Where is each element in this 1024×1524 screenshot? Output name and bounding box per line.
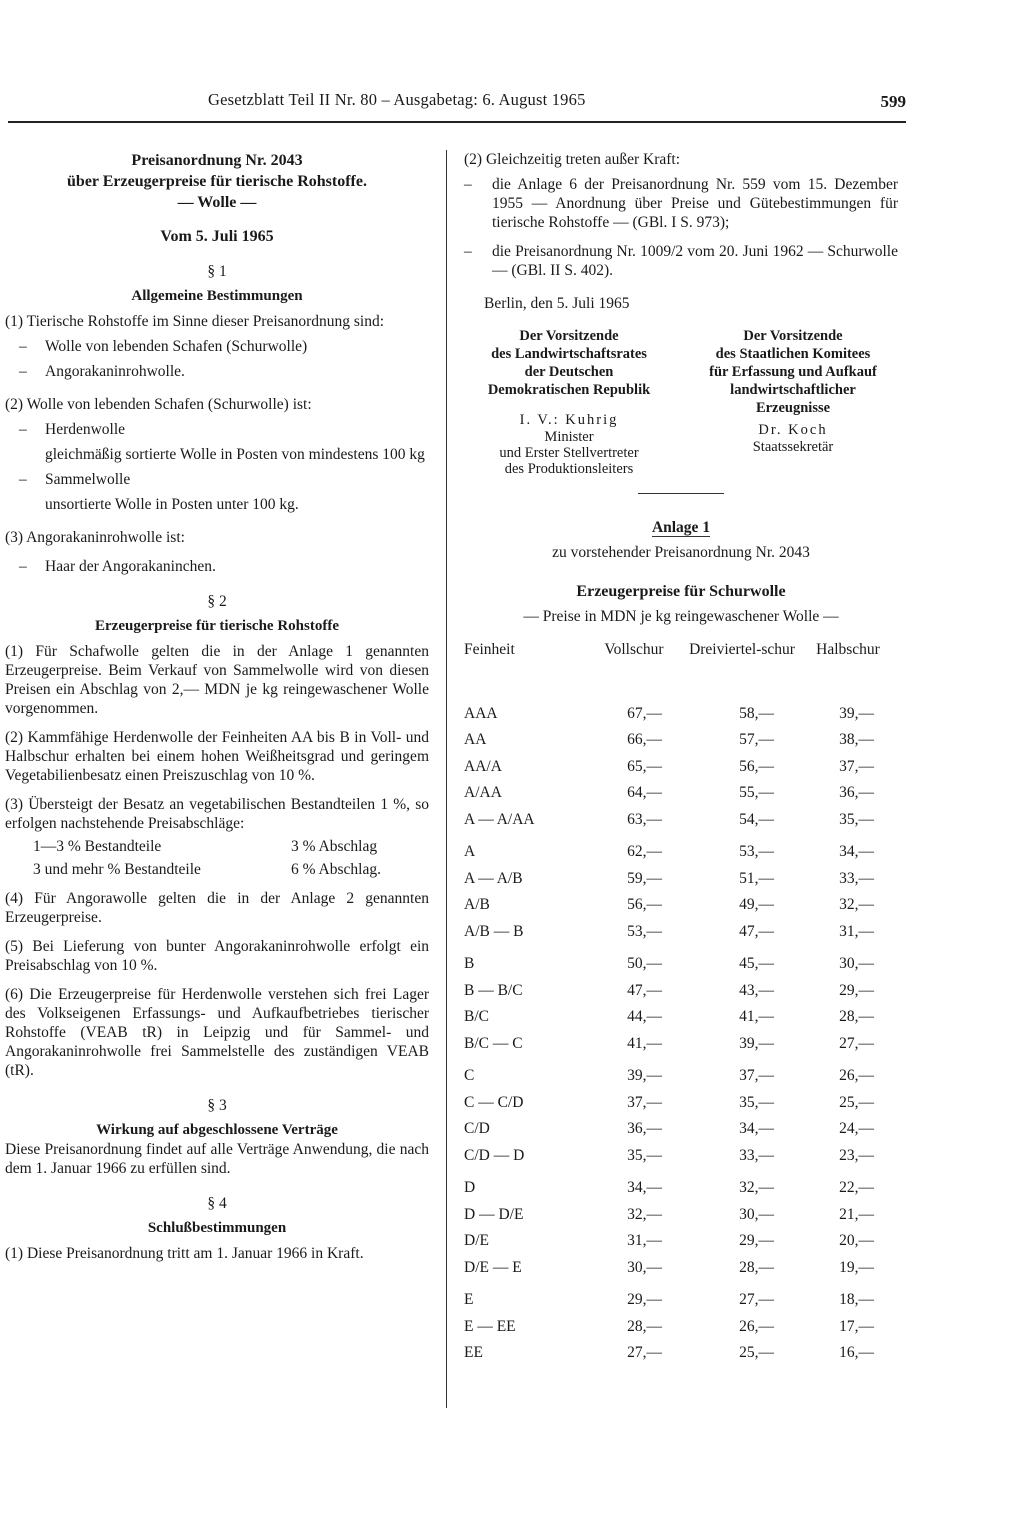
list-item: – Herdenwolle xyxy=(5,420,429,439)
price-cell: 32,— xyxy=(627,1205,662,1223)
section-1-p1: (1) Tierische Rohstoffe im Sinne dieser Preisanordnung sind: xyxy=(5,313,385,330)
price-cell: 28,— xyxy=(839,1008,874,1026)
signatory-office: der Deutschen xyxy=(524,364,614,380)
herdenwolle-description: gleichmäßig sortierte Wolle in Posten von mindestens 100 kg xyxy=(45,446,425,463)
signatory-office: Der Vorsitzende xyxy=(519,328,619,344)
column-header: Feinheit xyxy=(464,641,515,658)
table-row xyxy=(464,1281,898,1314)
section-4-p1: (1) Diese Preisanordnung tritt am 1. Januar 1966 in Kraft. xyxy=(5,1245,364,1262)
list-item-text: Sammelwolle xyxy=(45,471,131,488)
price-cell: 45,— xyxy=(739,955,774,973)
price-cell: 32,— xyxy=(739,1179,774,1197)
table-row xyxy=(464,1004,898,1031)
surcharge-range: 3 und mehr % Bestandteile xyxy=(33,861,201,878)
table-row xyxy=(464,806,898,833)
signatory-name: I. V.: Kuhrig xyxy=(519,412,619,428)
price-cell: 47,— xyxy=(739,922,774,940)
fineness-cell: E — EE xyxy=(464,1317,516,1335)
price-cell: 49,— xyxy=(739,896,774,914)
price-cell: 34,— xyxy=(739,1120,774,1138)
price-table-body xyxy=(464,700,898,1366)
signatory-role: und Erster Stellvertreter xyxy=(499,445,639,461)
signatory-role: Minister xyxy=(544,429,594,445)
place-date: Berlin, den 5. Juli 1965 xyxy=(484,295,630,312)
surcharge-row xyxy=(5,860,429,879)
table-row xyxy=(464,1340,898,1367)
table-row xyxy=(464,1313,898,1340)
price-cell: 41,— xyxy=(627,1034,662,1052)
price-cell: 64,— xyxy=(627,784,662,802)
price-table xyxy=(464,640,898,1366)
price-cell: 55,— xyxy=(739,784,774,802)
signatory-office: für Erfassung und Aufkauf xyxy=(709,364,877,380)
fineness-cell: A xyxy=(464,843,476,861)
table-row xyxy=(464,1030,898,1057)
fineness-cell: A — A/B xyxy=(464,869,523,887)
section-2-p6: (6) Die Erzeugerpreise für Herdenwolle verstehen sich frei Lager des Volkseigenen Erfassungs- und Aufkaufbetriebes tierischer Rohstoffe (VEAB tR) in Leipzig und für Sammel- und Angorakaninrohwolle frei Sammelstelle des zuständigen VEAB (tR). xyxy=(5,986,429,1079)
signatory-office: des Landwirtschaftsrates xyxy=(491,346,647,362)
price-cell: 39,— xyxy=(739,1034,774,1052)
section-1-heading: Allgemeine Bestimmungen xyxy=(131,288,303,304)
price-cell: 65,— xyxy=(627,757,662,775)
table-row xyxy=(464,780,898,807)
price-cell: 37,— xyxy=(627,1093,662,1111)
section-2-number: § 2 xyxy=(207,593,227,610)
list-item: – Haar der Angorakaninchen. xyxy=(5,557,429,576)
section-3-number: § 3 xyxy=(207,1097,227,1114)
table-row xyxy=(464,977,898,1004)
price-cell: 29,— xyxy=(739,1232,774,1250)
section-2-p3: (3) Übersteigt der Besatz an vegetabilischen Bestandteilen 1 %, so erfolgen nachstehende Preisabschläge: xyxy=(5,796,429,832)
price-cell: 47,— xyxy=(627,981,662,999)
section-1-p3: (3) Angorakaninrohwolle ist: xyxy=(5,529,185,546)
price-cell: 33,— xyxy=(839,869,874,887)
table-row xyxy=(464,1089,898,1116)
fineness-cell: D — D/E xyxy=(464,1205,524,1223)
fineness-cell: C/D — D xyxy=(464,1146,525,1164)
price-cell: 66,— xyxy=(627,731,662,749)
fineness-cell: D xyxy=(464,1179,476,1197)
price-cell: 25,— xyxy=(839,1093,874,1111)
price-cell: 56,— xyxy=(627,896,662,914)
signatory-name: Dr. Koch xyxy=(758,422,828,438)
price-cell: 54,— xyxy=(739,810,774,828)
price-cell: 31,— xyxy=(839,922,874,940)
price-cell: 53,— xyxy=(739,843,774,861)
signatory-office: landwirtschaftlicher xyxy=(730,382,856,398)
section-2-p5: (5) Bei Lieferung von bunter Angorakaninrohwolle erfolgt ein Preisabschlag von 10 %. xyxy=(5,938,429,974)
table-row xyxy=(464,865,898,892)
fineness-cell: EE xyxy=(464,1344,483,1362)
ordinance-title-line: über Erzeugerpreise für tierische Rohstoffe. xyxy=(67,173,367,190)
page-header xyxy=(8,86,906,114)
page-number: 599 xyxy=(880,92,906,111)
price-cell: 39,— xyxy=(627,1067,662,1085)
table-row xyxy=(464,1116,898,1143)
list-item-text: Herdenwolle xyxy=(45,421,126,438)
price-cell: 36,— xyxy=(839,784,874,802)
price-cell: 27,— xyxy=(739,1291,774,1309)
fineness-cell: D/E xyxy=(464,1232,489,1250)
price-cell: 32,— xyxy=(839,896,874,914)
fineness-cell: B/C — C xyxy=(464,1034,523,1052)
surcharge-rate: 3 % Abschlag xyxy=(291,838,378,855)
annex-label xyxy=(464,518,898,537)
signature-block xyxy=(688,327,898,477)
price-cell: 28,— xyxy=(627,1317,662,1335)
gazette-title: Gesetzblatt Teil II Nr. 80 – Ausgabetag: 6. August 1965 xyxy=(208,90,586,109)
table-row xyxy=(464,700,898,727)
signature-block xyxy=(464,327,674,477)
table-row xyxy=(464,1057,898,1090)
sammelwolle-description: unsortierte Wolle in Posten unter 100 kg. xyxy=(45,496,299,513)
price-cell: 56,— xyxy=(739,757,774,775)
fineness-cell: C — C/D xyxy=(464,1093,524,1111)
fineness-cell: AA xyxy=(464,731,487,749)
section-3-heading: Wirkung auf abgeschlossene Verträge xyxy=(96,1122,338,1138)
column-header: Dreiviertel-schur xyxy=(689,641,795,658)
price-cell: 37,— xyxy=(839,757,874,775)
price-cell: 25,— xyxy=(739,1344,774,1362)
price-cell: 39,— xyxy=(839,704,874,722)
fineness-cell: B/C xyxy=(464,1008,489,1026)
price-cell: 27,— xyxy=(627,1344,662,1362)
column-header: Halbschur xyxy=(816,641,880,658)
fineness-cell: B — B/C xyxy=(464,981,523,999)
annex-subtitle: — Preise in MDN je kg reingewaschener Wolle — xyxy=(523,608,839,625)
section-2-p2: (2) Kammfähige Herdenwolle der Feinheiten AA bis B in Voll- und Halbschur erhalten bei einem hohen Weißheitsgrad und geringem Vegetabilienbesatz einen Preiszuschlag von 10 %. xyxy=(5,729,429,784)
list-item-text: die Preisanordnung Nr. 1009/2 vom 20. Juni 1962 — Schurwolle — (GBl. II S. 402). xyxy=(492,243,898,279)
section-divider xyxy=(638,493,724,494)
price-cell: 35,— xyxy=(839,810,874,828)
fineness-cell: AA/A xyxy=(464,757,502,775)
price-cell: 30,— xyxy=(739,1205,774,1223)
price-cell: 44,— xyxy=(627,1008,662,1026)
fineness-cell: A/AA xyxy=(464,784,502,802)
annex-label-text: Anlage 1 xyxy=(651,519,711,536)
table-row xyxy=(464,753,898,780)
right-column xyxy=(464,150,898,1366)
price-cell: 28,— xyxy=(739,1258,774,1276)
price-cell: 53,— xyxy=(627,922,662,940)
price-cell: 62,— xyxy=(627,843,662,861)
surcharge-rate: 6 % Abschlag. xyxy=(291,861,381,878)
ordinance-title-line: Preisanordnung Nr. 2043 xyxy=(131,152,303,169)
price-cell: 23,— xyxy=(839,1146,874,1164)
fineness-cell: AAA xyxy=(464,704,498,722)
fineness-cell: B xyxy=(464,955,475,973)
section-2-heading: Erzeugerpreise für tierische Rohstoffe xyxy=(95,618,339,634)
fineness-cell: C xyxy=(464,1067,475,1085)
table-row xyxy=(464,1254,898,1281)
price-cell: 51,— xyxy=(739,869,774,887)
price-cell: 30,— xyxy=(627,1258,662,1276)
price-cell: 38,— xyxy=(839,731,874,749)
price-cell: 30,— xyxy=(839,955,874,973)
signatory-office: Der Vorsitzende xyxy=(743,328,843,344)
list-item-text: Haar der Angorakaninchen. xyxy=(45,558,216,575)
list-item-text: Angorakaninrohwolle. xyxy=(45,363,185,380)
fineness-cell: A — A/AA xyxy=(464,810,535,828)
ordinance-title xyxy=(5,150,429,213)
annex-reference: zu vorstehender Preisanordnung Nr. 2043 xyxy=(552,544,810,561)
ordinance-date: Vom 5. Juli 1965 xyxy=(160,228,274,245)
fineness-cell: A/B — B xyxy=(464,922,524,940)
price-cell: 36,— xyxy=(627,1120,662,1138)
column-header: Vollschur xyxy=(604,641,664,658)
price-cell: 50,— xyxy=(627,955,662,973)
fineness-cell: C/D xyxy=(464,1120,490,1138)
price-cell: 17,— xyxy=(839,1317,874,1335)
table-row xyxy=(464,892,898,919)
price-cell: 67,— xyxy=(627,704,662,722)
price-cell: 35,— xyxy=(739,1093,774,1111)
section-3-p1: Diese Preisanordnung findet auf alle Verträge Anwendung, die nach dem 1. Januar 1966 zu erfüllen sind. xyxy=(5,1141,429,1177)
signatures xyxy=(464,327,898,477)
price-cell: 26,— xyxy=(839,1067,874,1085)
price-cell: 37,— xyxy=(739,1067,774,1085)
price-cell: 26,— xyxy=(739,1317,774,1335)
table-row xyxy=(464,727,898,754)
signatory-office: des Staatlichen Komitees xyxy=(715,346,871,362)
signatory-role: Staatssekretär xyxy=(752,439,834,455)
table-row xyxy=(464,1201,898,1228)
price-cell: 43,— xyxy=(739,981,774,999)
header-rule xyxy=(8,121,906,123)
section-4-p2: (2) Gleichzeitig treten außer Kraft: xyxy=(464,151,681,168)
section-1-p2: (2) Wolle von lebenden Schafen (Schurwolle) ist: xyxy=(5,396,312,413)
list-item-text: die Anlage 6 der Preisanordnung Nr. 559 vom 15. Dezember 1955 — Anordnung über Preise und Gütebestimmungen für tierische Rohstoffe — (GBl. I S. 973); xyxy=(492,176,898,231)
signatory-office: Erzeugnisse xyxy=(755,400,831,416)
list-item-text: Wolle von lebenden Schafen (Schurwolle) xyxy=(45,338,308,355)
price-cell: 16,— xyxy=(839,1344,874,1362)
price-table-header xyxy=(464,640,898,700)
section-2-p1: (1) Für Schafwolle gelten die in der Anlage 1 genannten Erzeugerpreise. Beim Verkauf von Sammelwolle wird von diesen Preisen ein Abschlag von 2,— MDN je kg reingewaschener Wolle vorgenommen. xyxy=(5,643,429,717)
price-cell: 57,— xyxy=(739,731,774,749)
price-cell: 29,— xyxy=(839,981,874,999)
surcharge-range: 1—3 % Bestandteile xyxy=(33,838,162,855)
table-row xyxy=(464,1142,898,1169)
price-cell: 34,— xyxy=(839,843,874,861)
table-row xyxy=(464,833,898,866)
list-item: – Wolle von lebenden Schafen (Schurwolle) xyxy=(5,337,429,356)
column-divider xyxy=(446,150,447,1408)
table-row xyxy=(464,1228,898,1255)
price-cell: 33,— xyxy=(739,1146,774,1164)
section-2-p4: (4) Für Angorawolle gelten die in der Anlage 2 genannten Erzeugerpreise. xyxy=(5,890,429,926)
section-1-number: § 1 xyxy=(207,263,227,280)
price-cell: 63,— xyxy=(627,810,662,828)
price-cell: 20,— xyxy=(839,1232,874,1250)
section-4-number: § 4 xyxy=(207,1195,227,1212)
signatory-office: Demokratischen Republik xyxy=(487,382,651,398)
price-cell: 27,— xyxy=(839,1034,874,1052)
table-row xyxy=(464,918,898,945)
price-cell: 19,— xyxy=(839,1258,874,1276)
price-cell: 24,— xyxy=(839,1120,874,1138)
price-cell: 18,— xyxy=(839,1291,874,1309)
price-cell: 35,— xyxy=(627,1146,662,1164)
price-cell: 22,— xyxy=(839,1179,874,1197)
fineness-cell: A/B xyxy=(464,896,490,914)
list-item: – die Preisanordnung Nr. 1009/2 vom 20. Juni 1962 — Schurwolle — (GBl. II S. 402). xyxy=(464,243,898,279)
list-item: – Angorakaninrohwolle. xyxy=(5,362,429,381)
price-cell: 21,— xyxy=(839,1205,874,1223)
fineness-cell: D/E — E xyxy=(464,1258,522,1276)
ordinance-title-line: — Wolle — xyxy=(177,194,257,211)
annex-title: Erzeugerpreise für Schurwolle xyxy=(576,583,786,600)
table-row xyxy=(464,945,898,978)
price-cell: 29,— xyxy=(627,1291,662,1309)
section-4-heading: Schlußbestimmungen xyxy=(147,1220,287,1236)
fineness-cell: E xyxy=(464,1291,474,1309)
price-cell: 41,— xyxy=(739,1008,774,1026)
signatory-role: des Produktionsleiters xyxy=(504,461,634,477)
surcharge-row xyxy=(5,837,429,856)
price-cell: 34,— xyxy=(627,1179,662,1197)
table-row xyxy=(464,1169,898,1202)
price-cell: 58,— xyxy=(739,704,774,722)
price-cell: 31,— xyxy=(627,1232,662,1250)
price-cell: 59,— xyxy=(627,869,662,887)
left-column xyxy=(5,150,429,1263)
list-item: – die Anlage 6 der Preisanordnung Nr. 559 vom 15. Dezember 1955 — Anordnung über Preise und Gütebestimmungen für tierische Rohstoffe — (GBl. I S. 973); xyxy=(464,176,898,231)
list-item: – Sammelwolle xyxy=(5,470,429,489)
